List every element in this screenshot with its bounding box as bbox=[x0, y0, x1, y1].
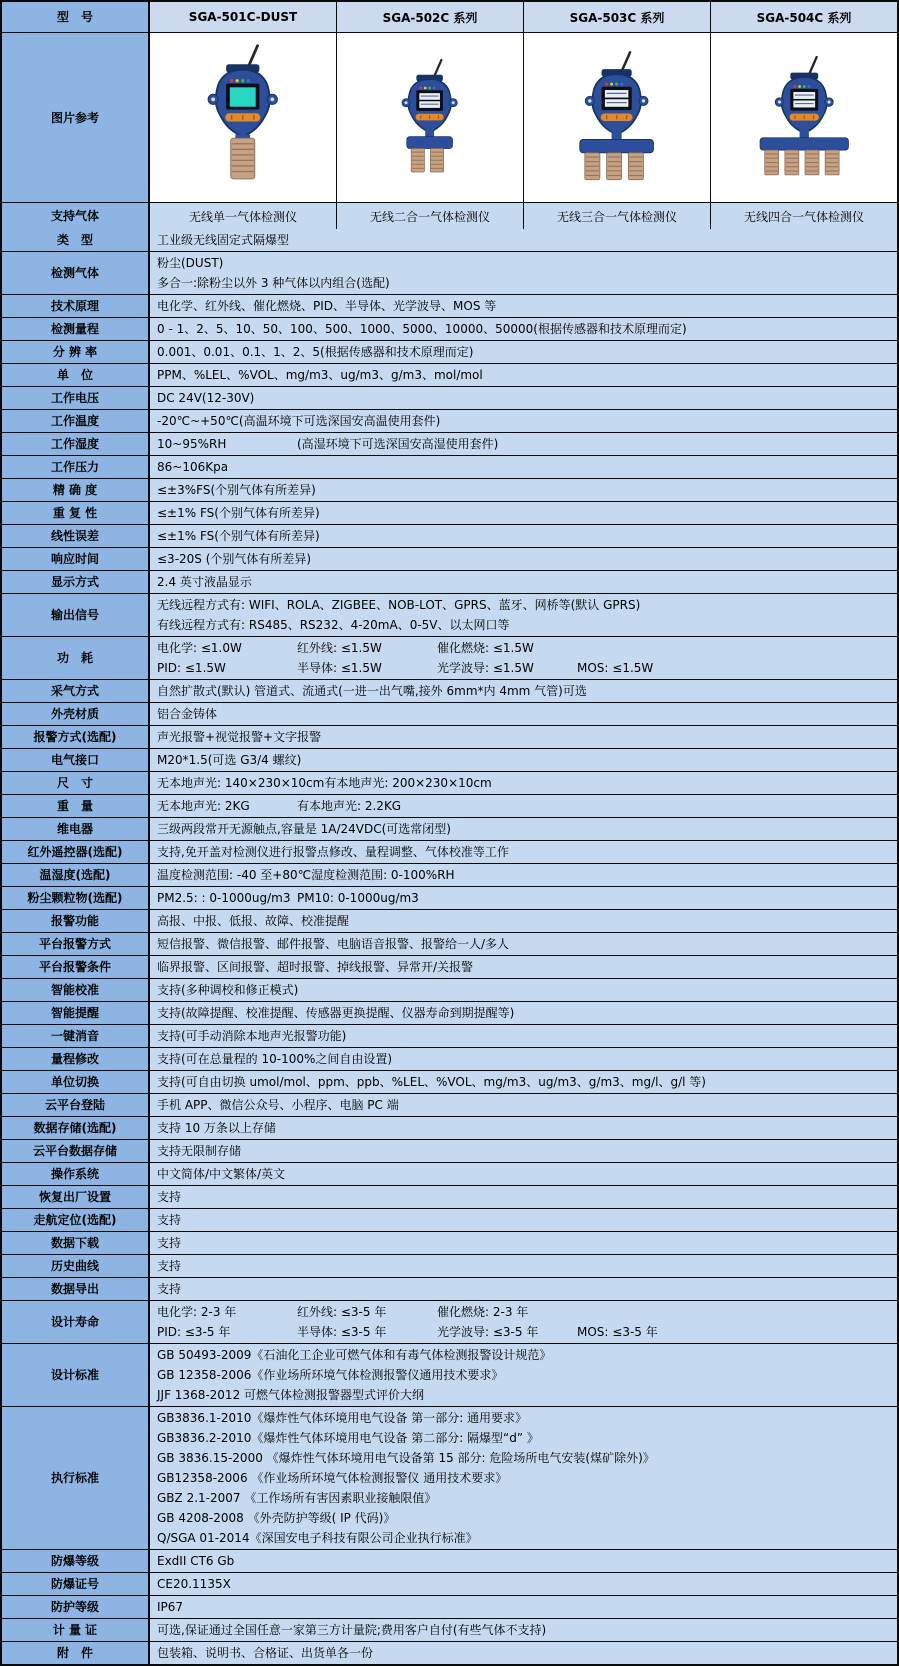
spec-value-segment: 10~95%RH bbox=[157, 437, 227, 451]
supported-gas-4: 无线四合一气体检测仪 bbox=[710, 203, 897, 229]
spec-value-segment: 红外线: ≤3-5 年 bbox=[297, 1305, 387, 1319]
spec-row-7 bbox=[2, 386, 897, 409]
spec-value-segment: 光学波导: ≤1.5W bbox=[437, 661, 534, 675]
spec-row-6 bbox=[2, 363, 897, 386]
spec-label: 工作压力 bbox=[2, 456, 150, 478]
spec-value-line bbox=[157, 888, 891, 908]
spec-value-segment: (高湿环境下可选深国安高湿使用套件) bbox=[297, 437, 499, 451]
spec-label: 设计标准 bbox=[2, 1344, 150, 1406]
spec-label: 防爆等级 bbox=[2, 1550, 150, 1572]
spec-value-segment: PID: ≤1.5W bbox=[157, 661, 226, 675]
spec-value-line: 支持 10 万条以上存储 bbox=[157, 1121, 276, 1135]
spec-label: 设计寿命 bbox=[2, 1301, 150, 1343]
spec-label: 工作温度 bbox=[2, 410, 150, 432]
spec-value-line: 支持 bbox=[157, 1259, 182, 1273]
spec-value-segment: 催化燃烧: ≤1.5W bbox=[437, 641, 534, 655]
spec-value-line: 0 - 1、2、5、10、50、100、500、1000、5000、10000、50000(根据传感器和技术原理而定) bbox=[157, 322, 687, 336]
spec-value-segment: 有本地声光: 2.2KG bbox=[297, 799, 402, 813]
spec-value-line: GB 4208-2008 《外壳防护等级( IP 代码)》 bbox=[157, 1511, 396, 1525]
spec-value bbox=[150, 703, 897, 725]
product-image-cell-2 bbox=[336, 33, 523, 202]
model-label: 型 号 bbox=[2, 2, 150, 32]
spec-value bbox=[150, 433, 897, 455]
spec-value-line: 中文简体/中文繁体/英文 bbox=[157, 1167, 286, 1181]
spec-row-1 bbox=[2, 229, 897, 251]
spec-value-line: ExdII CT6 Gb bbox=[157, 1554, 235, 1568]
support-cells bbox=[150, 203, 897, 229]
spec-row-31 bbox=[2, 978, 897, 1001]
spec-value-line: GBZ 2.1-2007 《工作场所有害因素职业接触限值》 bbox=[157, 1491, 437, 1505]
spec-row-44 bbox=[2, 1277, 897, 1300]
spec-label: 附 件 bbox=[2, 1642, 150, 1664]
spec-value-line: -20℃~+50℃(高温环境下可选深国安高温使用套件) bbox=[157, 414, 441, 428]
spec-label: 量程修改 bbox=[2, 1048, 150, 1070]
spec-value bbox=[150, 1619, 897, 1641]
spec-value-line: 支持(可在总量程的 10-100%之间自由设置) bbox=[157, 1052, 393, 1066]
spec-label: 恢复出厂设置 bbox=[2, 1186, 150, 1208]
spec-value bbox=[150, 1048, 897, 1070]
spec-label: 显示方式 bbox=[2, 571, 150, 593]
spec-row-23 bbox=[2, 794, 897, 817]
spec-label: 精 确 度 bbox=[2, 479, 150, 501]
spec-value-line: 支持 bbox=[157, 1213, 182, 1227]
spec-label: 红外遥控器(选配) bbox=[2, 841, 150, 863]
spec-value-line: 多合一:除粉尘以外 3 种气体以内组合(选配) bbox=[157, 276, 390, 290]
spec-value-line: ≤3-20S (个别气体有所差异) bbox=[157, 552, 312, 566]
spec-label: 单位切换 bbox=[2, 1071, 150, 1093]
spec-value-line: 支持(多种调校和修正模式) bbox=[157, 983, 299, 997]
spec-value-segment: 半导体: ≤1.5W bbox=[297, 661, 382, 675]
spec-value-line: JJF 1368-2012 可燃气体检测报警器型式评价大纲 bbox=[157, 1388, 425, 1402]
spec-row-38 bbox=[2, 1139, 897, 1162]
spec-row-30 bbox=[2, 955, 897, 978]
spec-value-line: 粉尘(DUST) bbox=[157, 256, 224, 270]
spec-row-47 bbox=[2, 1406, 897, 1549]
spec-value bbox=[150, 1344, 897, 1406]
spec-label: 报警方式(选配) bbox=[2, 726, 150, 748]
model-header-1: SGA-501C-DUST bbox=[150, 2, 336, 32]
spec-label: 粉尘颗粒物(选配) bbox=[2, 887, 150, 909]
spec-value bbox=[150, 1573, 897, 1595]
spec-row-32 bbox=[2, 1001, 897, 1024]
spec-value-segment: 无本地声光: 2KG bbox=[157, 799, 250, 813]
spec-label: 防护等级 bbox=[2, 1596, 150, 1618]
spec-label: 单 位 bbox=[2, 364, 150, 386]
product-image-cell-1 bbox=[150, 33, 336, 202]
spec-label: 类 型 bbox=[2, 229, 150, 251]
spec-row-34 bbox=[2, 1047, 897, 1070]
spec-row-24 bbox=[2, 817, 897, 840]
spec-value-line: M20*1.5(可选 G3/4 螺纹) bbox=[157, 753, 302, 767]
spec-value-line: DC 24V(12-30V) bbox=[157, 391, 255, 405]
spec-value bbox=[150, 571, 897, 593]
spec-label: 数据存储(选配) bbox=[2, 1117, 150, 1139]
spec-value bbox=[150, 1209, 897, 1231]
spec-value-segment: 光学波导: ≤3-5 年 bbox=[437, 1325, 539, 1339]
spec-value bbox=[150, 637, 897, 679]
spec-row-15 bbox=[2, 570, 897, 593]
spec-value bbox=[150, 910, 897, 932]
spec-value-line: GB 12358-2006《作业场所环境气体检测报警仪通用技术要求》 bbox=[157, 1368, 504, 1382]
spec-value-line: 有线远程方式有: RS485、RS232、4-20mA、0-5V、以太网口等 bbox=[157, 618, 510, 632]
spec-value-line: 声光报警+视觉报警+文字报警 bbox=[157, 730, 322, 744]
spec-value-segment: 电化学: 2-3 年 bbox=[157, 1305, 237, 1319]
spec-row-29 bbox=[2, 932, 897, 955]
spec-value bbox=[150, 479, 897, 501]
spec-row-33 bbox=[2, 1024, 897, 1047]
spec-value-line: 可选,保证通过全国任意一家第三方计量院;费用客户自付(有些气体不支持) bbox=[157, 1623, 547, 1637]
spec-value-line: 短信报警、微信报警、邮件报警、电脑语音报警、报警给一人/多人 bbox=[157, 937, 510, 951]
spec-value bbox=[150, 456, 897, 478]
spec-row-35 bbox=[2, 1070, 897, 1093]
spec-row-48 bbox=[2, 1549, 897, 1572]
spec-value-segment: MOS: ≤1.5W bbox=[577, 661, 654, 675]
spec-value-segment: 半导体: ≤3-5 年 bbox=[297, 1325, 387, 1339]
spec-row-25 bbox=[2, 840, 897, 863]
spec-value-segment: PID: ≤3-5 年 bbox=[157, 1325, 231, 1339]
spec-row-43 bbox=[2, 1254, 897, 1277]
gas-detector-4-sensor-icon bbox=[750, 54, 859, 181]
spec-label: 线性误差 bbox=[2, 525, 150, 547]
spec-row-20 bbox=[2, 725, 897, 748]
spec-value-line: 自然扩散式(默认) 管道式、流通式(一进一出气嘴,接外 6mm*内 4mm 气管)可选 bbox=[157, 684, 587, 698]
spec-value-line: 支持(故障提醒、校准提醒、传感器更换提醒、仪器寿命到期提醒等) bbox=[157, 1006, 515, 1020]
spec-row-18 bbox=[2, 679, 897, 702]
spec-value-segment: 无本地声光: 140×230×10cm bbox=[157, 776, 325, 790]
spec-value-line: Q/SGA 01-2014《深国安电子科技有限公司企业执行标准》 bbox=[157, 1531, 478, 1545]
spec-value-line: PPM、%LEL、%VOL、mg/m3、ug/m3、g/m3、mol/mol bbox=[157, 368, 483, 382]
spec-label: 检测气体 bbox=[2, 252, 150, 294]
spec-label: 外壳材质 bbox=[2, 703, 150, 725]
spec-rows bbox=[2, 229, 897, 1664]
spec-label: 采气方式 bbox=[2, 680, 150, 702]
spec-row-12 bbox=[2, 501, 897, 524]
spec-value-line: 支持无限制存储 bbox=[157, 1144, 242, 1158]
spec-value bbox=[150, 887, 897, 909]
spec-row-3 bbox=[2, 294, 897, 317]
spec-value-line: CE20.1135X bbox=[157, 1577, 231, 1591]
spec-value-line: 工业级无线固定式隔爆型 bbox=[157, 233, 290, 247]
spec-value bbox=[150, 318, 897, 340]
spec-row-52 bbox=[2, 1641, 897, 1664]
spec-label: 报警功能 bbox=[2, 910, 150, 932]
spec-value-line: 支持(可手动消除本地声光报警功能) bbox=[157, 1029, 347, 1043]
spec-value bbox=[150, 1255, 897, 1277]
spec-label: 执行标准 bbox=[2, 1407, 150, 1549]
spec-value bbox=[150, 933, 897, 955]
gas-detector-2-sensor-icon bbox=[378, 57, 481, 178]
spec-value-line: 无线远程方式有: WIFI、ROLA、ZIGBEE、NOB-LOT、GPRS、蓝牙、网桥等(默认 GPRS) bbox=[157, 598, 641, 612]
spec-row-41 bbox=[2, 1208, 897, 1231]
spec-value-line bbox=[157, 865, 891, 885]
spec-row-45 bbox=[2, 1300, 897, 1343]
spec-label: 维电器 bbox=[2, 818, 150, 840]
spec-label: 输出信号 bbox=[2, 594, 150, 636]
spec-value bbox=[150, 1550, 897, 1572]
spec-row-26 bbox=[2, 863, 897, 886]
spec-row-2 bbox=[2, 251, 897, 294]
supported-gas-1: 无线单一气体检测仪 bbox=[150, 203, 336, 229]
spec-value bbox=[150, 1094, 897, 1116]
spec-value bbox=[150, 1117, 897, 1139]
product-image-cell-4 bbox=[710, 33, 897, 202]
spec-value bbox=[150, 841, 897, 863]
spec-label: 电气接口 bbox=[2, 749, 150, 771]
spec-value-line: 电化学、红外线、催化燃烧、PID、半导体、光学波导、MOS 等 bbox=[157, 299, 497, 313]
spec-value-line bbox=[157, 773, 891, 793]
spec-label: 防爆证号 bbox=[2, 1573, 150, 1595]
spec-value-line bbox=[157, 434, 891, 454]
spec-row-46 bbox=[2, 1343, 897, 1406]
spec-value bbox=[150, 818, 897, 840]
spec-label: 检测量程 bbox=[2, 318, 150, 340]
spec-value bbox=[150, 1278, 897, 1300]
spec-label: 历史曲线 bbox=[2, 1255, 150, 1277]
spec-value-segment: PM2.5: : 0-1000ug/m3 bbox=[157, 891, 291, 905]
spec-value-line: 临界报警、区间报警、超时报警、掉线报警、异常开/关报警 bbox=[157, 960, 474, 974]
spec-value-line: 86~106Kpa bbox=[157, 460, 229, 474]
spec-value bbox=[150, 341, 897, 363]
spec-value bbox=[150, 548, 897, 570]
spec-value-line: 三级两段常开无源触点,容量是 1A/24VDC(可选常闭型) bbox=[157, 822, 451, 836]
spec-row-19 bbox=[2, 702, 897, 725]
spec-value-line: ≤±1% FS(个别气体有所差异) bbox=[157, 529, 320, 543]
spec-label: 平台报警条件 bbox=[2, 956, 150, 978]
spec-label: 智能提醒 bbox=[2, 1002, 150, 1024]
spec-row-22 bbox=[2, 771, 897, 794]
spec-row-16 bbox=[2, 593, 897, 636]
spec-label: 数据导出 bbox=[2, 1278, 150, 1300]
spec-value-line bbox=[157, 796, 891, 816]
spec-value bbox=[150, 864, 897, 886]
spec-label: 智能校准 bbox=[2, 979, 150, 1001]
supported-gas-3: 无线三合一气体检测仪 bbox=[523, 203, 710, 229]
spec-row-5 bbox=[2, 340, 897, 363]
model-header-2: SGA-502C 系列 bbox=[336, 2, 523, 32]
spec-value-line: 铝合金铸体 bbox=[157, 707, 218, 721]
spec-value-line: 0.001、0.01、0.1、1、2、5(根据传感器和技术原理而定) bbox=[157, 345, 474, 359]
product-image-cell-3 bbox=[523, 33, 710, 202]
spec-value bbox=[150, 726, 897, 748]
spec-row-51 bbox=[2, 1618, 897, 1641]
spec-label: 云平台数据存储 bbox=[2, 1140, 150, 1162]
spec-value-line: 手机 APP、微信公众号、小程序、电脑 PC 端 bbox=[157, 1098, 399, 1112]
spec-value bbox=[150, 1071, 897, 1093]
model-header-3: SGA-503C 系列 bbox=[523, 2, 710, 32]
spec-value bbox=[150, 1232, 897, 1254]
spec-row-14 bbox=[2, 547, 897, 570]
spec-value bbox=[150, 956, 897, 978]
spec-value bbox=[150, 525, 897, 547]
image-row bbox=[2, 32, 897, 202]
spec-value bbox=[150, 364, 897, 386]
spec-value-segment: 温度检测范围: -40 至+80℃ bbox=[157, 868, 312, 882]
spec-row-8 bbox=[2, 409, 897, 432]
spec-row-40 bbox=[2, 1185, 897, 1208]
spec-value-line: 支持 bbox=[157, 1236, 182, 1250]
spec-label: 计 量 证 bbox=[2, 1619, 150, 1641]
spec-value-segment: 红外线: ≤1.5W bbox=[297, 641, 382, 655]
spec-value bbox=[150, 502, 897, 524]
spec-value-line: GB 3836.15-2000 《爆炸性气体环境用电气设备第 15 部分: 危险场所电气安装(煤矿除外)》 bbox=[157, 1451, 655, 1465]
support-label: 支持气体 bbox=[2, 203, 150, 229]
spec-value-line: GB12358-2006 《作业场所环境气体检测报警仪 通用技术要求》 bbox=[157, 1471, 508, 1485]
image-cells bbox=[150, 33, 897, 202]
spec-label: 功 耗 bbox=[2, 637, 150, 679]
spec-value-line bbox=[157, 1302, 891, 1322]
spec-value-line: GB3836.1-2010《爆炸性气体环境用电气设备 第一部分: 通用要求》 bbox=[157, 1411, 528, 1425]
spec-value-line: 2.4 英寸液晶显示 bbox=[157, 575, 252, 589]
spec-value bbox=[150, 979, 897, 1001]
spec-label: 云平台登陆 bbox=[2, 1094, 150, 1116]
spec-value bbox=[150, 1407, 897, 1549]
spec-row-4 bbox=[2, 317, 897, 340]
spec-label: 数据下载 bbox=[2, 1232, 150, 1254]
spec-row-9 bbox=[2, 432, 897, 455]
spec-value bbox=[150, 229, 897, 251]
spec-label: 平台报警方式 bbox=[2, 933, 150, 955]
spec-label: 操作系统 bbox=[2, 1163, 150, 1185]
spec-value bbox=[150, 295, 897, 317]
spec-value-segment: 电化学: ≤1.0W bbox=[157, 641, 242, 655]
spec-value-line: GB 50493-2009《石油化工企业可燃气体和有毒气体检测报警设计规范》 bbox=[157, 1348, 552, 1362]
spec-value bbox=[150, 1186, 897, 1208]
spec-value-segment: 湿度检测范围: 0-100%RH bbox=[311, 868, 455, 882]
spec-row-50 bbox=[2, 1595, 897, 1618]
spec-value-line: 支持 bbox=[157, 1282, 182, 1296]
spec-value-line bbox=[157, 658, 891, 678]
model-header-4: SGA-504C 系列 bbox=[710, 2, 897, 32]
spec-value-line: 支持,免开盖对检测仪进行报警点修改、量程调整、气体校准等工作 bbox=[157, 845, 509, 859]
support-row bbox=[2, 202, 897, 229]
spec-value bbox=[150, 1301, 897, 1343]
spec-value-line: 支持 bbox=[157, 1190, 182, 1204]
spec-value bbox=[150, 1140, 897, 1162]
spec-value bbox=[150, 1163, 897, 1185]
image-label: 图片参考 bbox=[2, 33, 150, 202]
gas-detector-3-sensor-icon bbox=[558, 49, 675, 186]
spec-row-39 bbox=[2, 1162, 897, 1185]
spec-value bbox=[150, 795, 897, 817]
spec-value bbox=[150, 387, 897, 409]
spec-row-42 bbox=[2, 1231, 897, 1254]
spec-value bbox=[150, 772, 897, 794]
spec-row-37 bbox=[2, 1116, 897, 1139]
spec-value-line: 支持(可自由切换 umol/mol、ppm、ppb、%LEL、%VOL、mg/m3、ug/m3、g/m3、mg/l、g/l 等) bbox=[157, 1075, 706, 1089]
spec-label: 重 量 bbox=[2, 795, 150, 817]
spec-label: 响应时间 bbox=[2, 548, 150, 570]
spec-value-line: ≤±3%FS(个别气体有所差异) bbox=[157, 483, 316, 497]
supported-gas-2: 无线二合一气体检测仪 bbox=[336, 203, 523, 229]
spec-row-49 bbox=[2, 1572, 897, 1595]
spec-value-line: 高报、中报、低报、故障、校准提醒 bbox=[157, 914, 350, 928]
spec-row-11 bbox=[2, 478, 897, 501]
spec-value bbox=[150, 1596, 897, 1618]
spec-value bbox=[150, 749, 897, 771]
spec-value-line: 包装箱、说明书、合格证、出货单各一份 bbox=[157, 1646, 374, 1660]
spec-label: 重 复 性 bbox=[2, 502, 150, 524]
spec-value-segment: 有本地声光: 200×230×10cm bbox=[324, 776, 492, 790]
spec-label: 工作湿度 bbox=[2, 433, 150, 455]
spec-value-line: GB3836.2-2010《爆炸性气体环境用电气设备 第二部分: 隔爆型“d” 》 bbox=[157, 1431, 539, 1445]
spec-value bbox=[150, 594, 897, 636]
spec-row-36 bbox=[2, 1093, 897, 1116]
spec-value bbox=[150, 252, 897, 294]
spec-label: 尺 寸 bbox=[2, 772, 150, 794]
spec-value bbox=[150, 410, 897, 432]
spec-value-segment: PM10: 0-1000ug/m3 bbox=[297, 891, 419, 905]
spec-value-line bbox=[157, 1322, 891, 1342]
spec-value-segment: 催化燃烧: 2-3 年 bbox=[437, 1305, 529, 1319]
model-header-row bbox=[2, 2, 897, 32]
spec-row-17 bbox=[2, 636, 897, 679]
spec-value bbox=[150, 1025, 897, 1047]
spec-value-line: ≤±1% FS(个别气体有所差异) bbox=[157, 506, 320, 520]
spec-value-segment: MOS: ≤3-5 年 bbox=[577, 1325, 658, 1339]
gas-detector-1-sensor-icon bbox=[178, 42, 308, 193]
spec-label: 温湿度(选配) bbox=[2, 864, 150, 886]
spec-row-13 bbox=[2, 524, 897, 547]
model-header-cells bbox=[150, 2, 897, 32]
spec-label: 工作电压 bbox=[2, 387, 150, 409]
spec-row-28 bbox=[2, 909, 897, 932]
spec-value-line bbox=[157, 638, 891, 658]
spec-label: 走航定位(选配) bbox=[2, 1209, 150, 1231]
spec-row-27 bbox=[2, 886, 897, 909]
spec-label: 技术原理 bbox=[2, 295, 150, 317]
spec-row-21 bbox=[2, 748, 897, 771]
spec-label: 分 辨 率 bbox=[2, 341, 150, 363]
spec-value bbox=[150, 1002, 897, 1024]
spec-value bbox=[150, 680, 897, 702]
spec-row-10 bbox=[2, 455, 897, 478]
spec-label: 一键消音 bbox=[2, 1025, 150, 1047]
spec-value bbox=[150, 1642, 897, 1664]
spec-value-line: IP67 bbox=[157, 1600, 184, 1614]
